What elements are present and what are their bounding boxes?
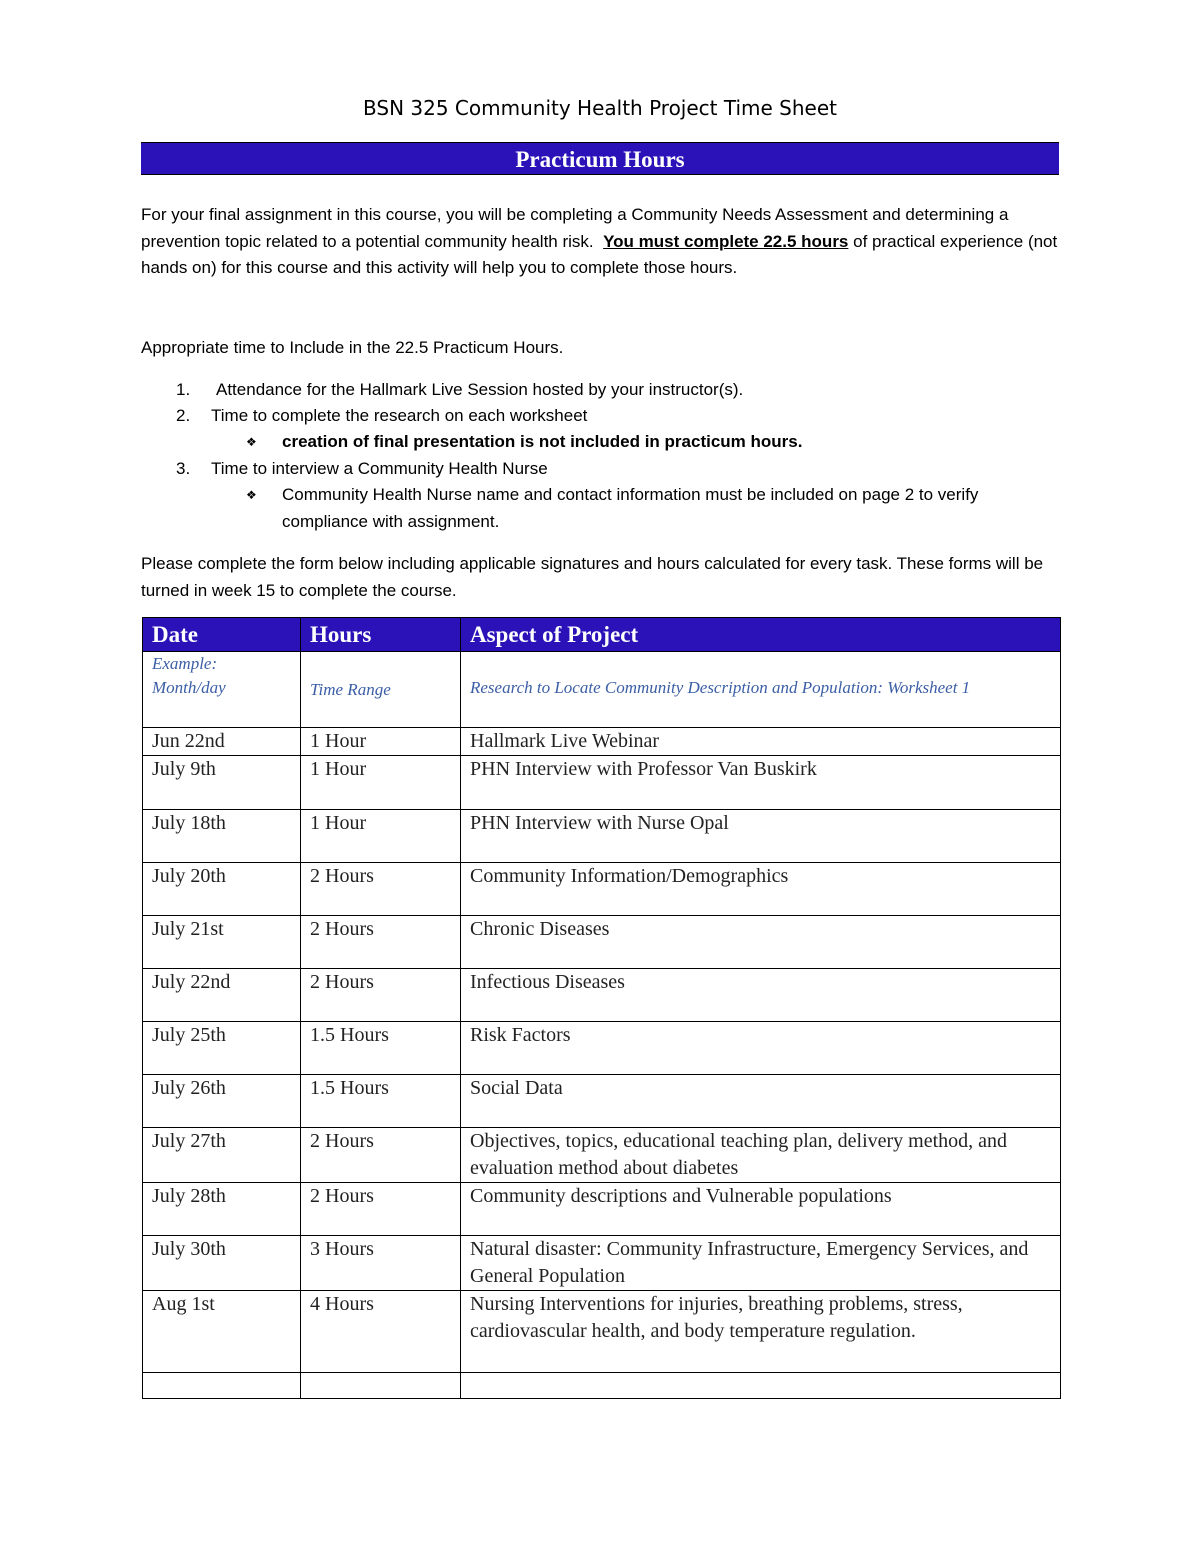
aspect-cell: PHN Interview with Nurse Opal (461, 810, 1061, 863)
table-row (143, 1236, 1061, 1291)
date-cell: July 9th (143, 756, 301, 810)
hours-cell: 1 Hour (301, 810, 461, 863)
example-hours-cell: Time Range (301, 652, 461, 728)
list-number: 2. (176, 406, 191, 425)
hours-cell: 1 Hour (301, 756, 461, 810)
hours-cell: 2 Hours (301, 969, 461, 1022)
date-cell: July 18th (143, 810, 301, 863)
hours-cell: 2 Hours (301, 916, 461, 969)
hours-cell: 1.5 Hours (301, 1075, 461, 1128)
table-row (143, 810, 1061, 863)
aspect-cell: Hallmark Live Webinar (461, 728, 1061, 756)
table-row (143, 1022, 1061, 1075)
date-cell: July 25th (143, 1022, 301, 1075)
date-cell: July 26th (143, 1075, 301, 1128)
table-row (143, 1128, 1061, 1183)
hours-cell (301, 1373, 461, 1399)
section-banner: Practicum Hours (141, 142, 1059, 175)
column-header-hours: Hours (301, 618, 461, 652)
aspect-cell: Chronic Diseases (461, 916, 1061, 969)
example-row (143, 652, 1061, 728)
column-header-date: Date (143, 618, 301, 652)
required-hours-emphasis: You must complete 22.5 hours (603, 231, 849, 251)
date-cell (143, 1373, 301, 1399)
aspect-cell: PHN Interview with Professor Van Buskirk (461, 756, 1061, 810)
column-header-aspect: Aspect of Project (461, 618, 1061, 652)
table-row (143, 1291, 1061, 1373)
list-sub-text: Community Health Nurse name and contact information must be included on page 2 to verify compliance with assignment. (282, 485, 979, 531)
time-sheet-table (142, 617, 1061, 1399)
table-row (143, 1183, 1061, 1236)
hours-cell: 1 Hour (301, 728, 461, 756)
diamond-bullet-icon: ❖ (246, 488, 257, 502)
page-title: BSN 325 Community Health Project Time Sheet (363, 96, 837, 120)
date-cell: Aug 1st (143, 1291, 301, 1373)
table-row-empty (143, 1373, 1061, 1399)
aspect-cell: Natural disaster: Community Infrastructure, Emergency Services, and General Population (461, 1236, 1061, 1291)
aspect-cell: Objectives, topics, educational teaching plan, delivery method, and evaluation method about diabetes (461, 1128, 1061, 1183)
aspect-cell: Infectious Diseases (461, 969, 1061, 1022)
aspect-cell (461, 1373, 1061, 1399)
table-header-row (143, 618, 1061, 652)
aspect-cell: Nursing Interventions for injuries, breathing problems, stress, cardiovascular health, and body temperature regulation. (461, 1291, 1061, 1373)
intro-text-continued: of practical experience (not hands on) for this course and this activity will help you to complete those hours. (141, 231, 1058, 277)
date-cell: July 20th (143, 863, 301, 916)
date-cell: July 21st (143, 916, 301, 969)
intro-paragraph (141, 202, 1059, 282)
aspect-cell: Community Information/Demographics (461, 863, 1061, 916)
list-text: Time to interview a Community Health Nurse (211, 459, 548, 478)
hours-cell: 2 Hours (301, 1183, 461, 1236)
table-row (143, 728, 1061, 756)
appropriate-time-heading: Appropriate time to Include in the 22.5 Practicum Hours. (141, 338, 564, 357)
aspect-cell: Social Data (461, 1075, 1061, 1128)
diamond-bullet-icon: ❖ (246, 435, 257, 449)
hours-cell: 2 Hours (301, 863, 461, 916)
list-text: Time to complete the research on each worksheet (211, 406, 588, 425)
example-aspect-cell (461, 652, 1061, 728)
date-cell: Jun 22nd (143, 728, 301, 756)
intro-text: For your final assignment in this course, you will be completing a Community Needs Assessment and determining a prevention topic related to a potential community health risk. (141, 205, 1009, 251)
aspect-cell: Community descriptions and Vulnerable populations (461, 1183, 1061, 1236)
table-row (143, 1075, 1061, 1128)
table-row (143, 916, 1061, 969)
hours-cell: 1.5 Hours (301, 1022, 461, 1075)
example-aspect-text: Research to Locate Community Description and Population: Worksheet 1 (470, 678, 971, 697)
example-date-cell: Example: Month/day (143, 652, 301, 728)
hours-cell: 4 Hours (301, 1291, 461, 1373)
hours-cell: 3 Hours (301, 1236, 461, 1291)
list-number: 3. (176, 459, 191, 478)
date-cell: July 30th (143, 1236, 301, 1291)
list-number: 1. (176, 380, 191, 399)
table-row (143, 756, 1061, 810)
list-text: Attendance for the Hallmark Live Session hosted by your instructor(s). (216, 380, 744, 399)
table-row (143, 863, 1061, 916)
list-sub-text: creation of final presentation is not included in practicum hours. (282, 432, 803, 451)
instructions-paragraph: Please complete the form below including applicable signatures and hours calculated for every task. These forms will be turned in week 15 to complete the course. (141, 554, 1044, 600)
date-cell: July 22nd (143, 969, 301, 1022)
date-cell: July 28th (143, 1183, 301, 1236)
date-cell: July 27th (143, 1128, 301, 1183)
aspect-cell: Risk Factors (461, 1022, 1061, 1075)
table-row (143, 969, 1061, 1022)
hours-cell: 2 Hours (301, 1128, 461, 1183)
